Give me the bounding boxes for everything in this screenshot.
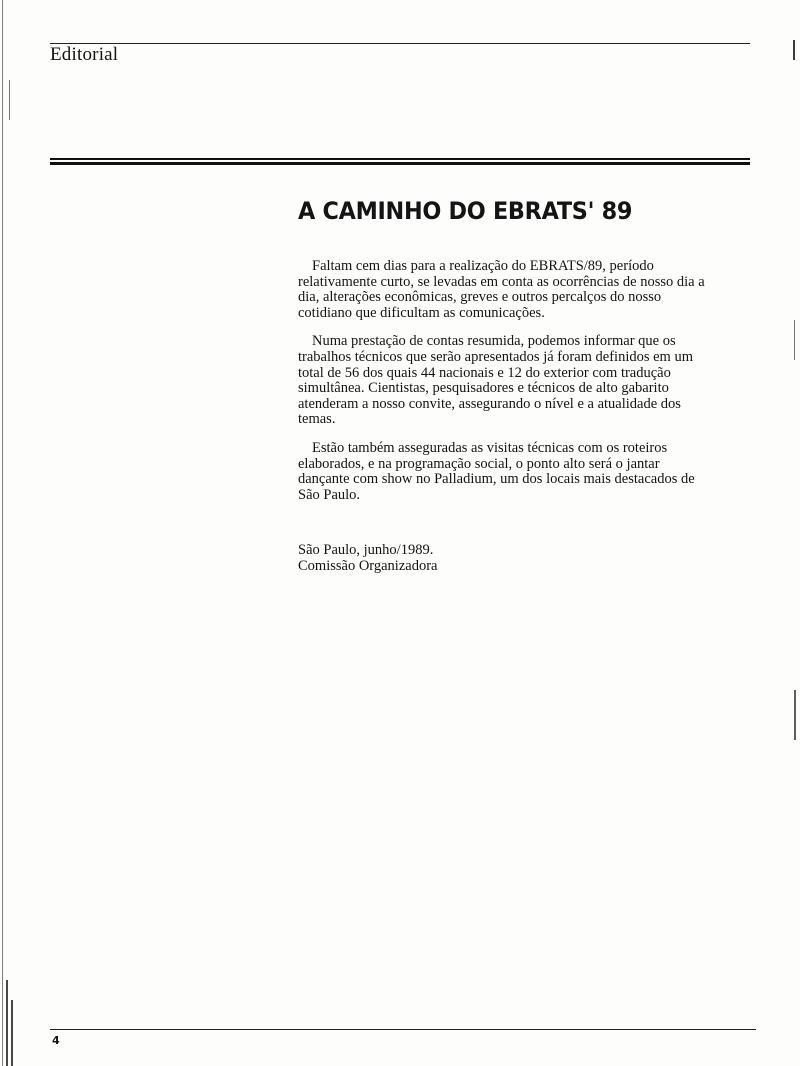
paragraph: Faltam cem dias para a realização do EBRATS/89, período relativamente curto, se levadas em conta as ocorrências de nosso dia a dia, alterações econômicas, greves e outros percalços do nosso cotidiano que dificultam as comunicações. bbox=[298, 258, 705, 321]
header-rule bbox=[50, 43, 750, 44]
article-body bbox=[298, 259, 713, 516]
signature-author: Comissão Organizadora bbox=[298, 557, 438, 574]
scan-edge-left-4 bbox=[9, 80, 10, 120]
section-label: Editorial bbox=[50, 44, 119, 65]
scan-edge-right-3 bbox=[794, 690, 796, 740]
decorative-rule-thick bbox=[50, 162, 750, 165]
article-title: A CAMINHO DO EBRATS' 89 bbox=[298, 197, 633, 225]
scan-edge-right-2 bbox=[794, 320, 795, 360]
scan-edge-right-1 bbox=[793, 40, 795, 60]
scan-edge-left-3 bbox=[11, 1000, 13, 1066]
paragraph: Numa prestação de contas resumida, podemos informar que os trabalhos técnicos que serão apresentados já foram definidos em um total de 56 dos quais 44 nacionais e 12 do exterior com tradução simultânea. Cientistas, pesquisadores e técnicos de alto gabarito atenderam a nosso convite, assegurando o nível e a atualidade dos temas. bbox=[298, 333, 693, 428]
signature-place-date: São Paulo, junho/1989. bbox=[298, 542, 434, 558]
decorative-rule-thin bbox=[50, 158, 750, 160]
scan-edge-left-1 bbox=[2, 0, 3, 1066]
signature-block bbox=[298, 543, 437, 574]
page-number: 4 bbox=[52, 1034, 60, 1047]
scan-edge-left-2 bbox=[6, 980, 8, 1066]
paragraph: Estão também asseguradas as visitas técnicas com os roteiros elaborados, e na programação social, o ponto alto será o jantar dançante com show no Palladium, um dos locais mais destacados de São Paulo. bbox=[298, 439, 695, 503]
footer-rule bbox=[50, 1029, 756, 1030]
